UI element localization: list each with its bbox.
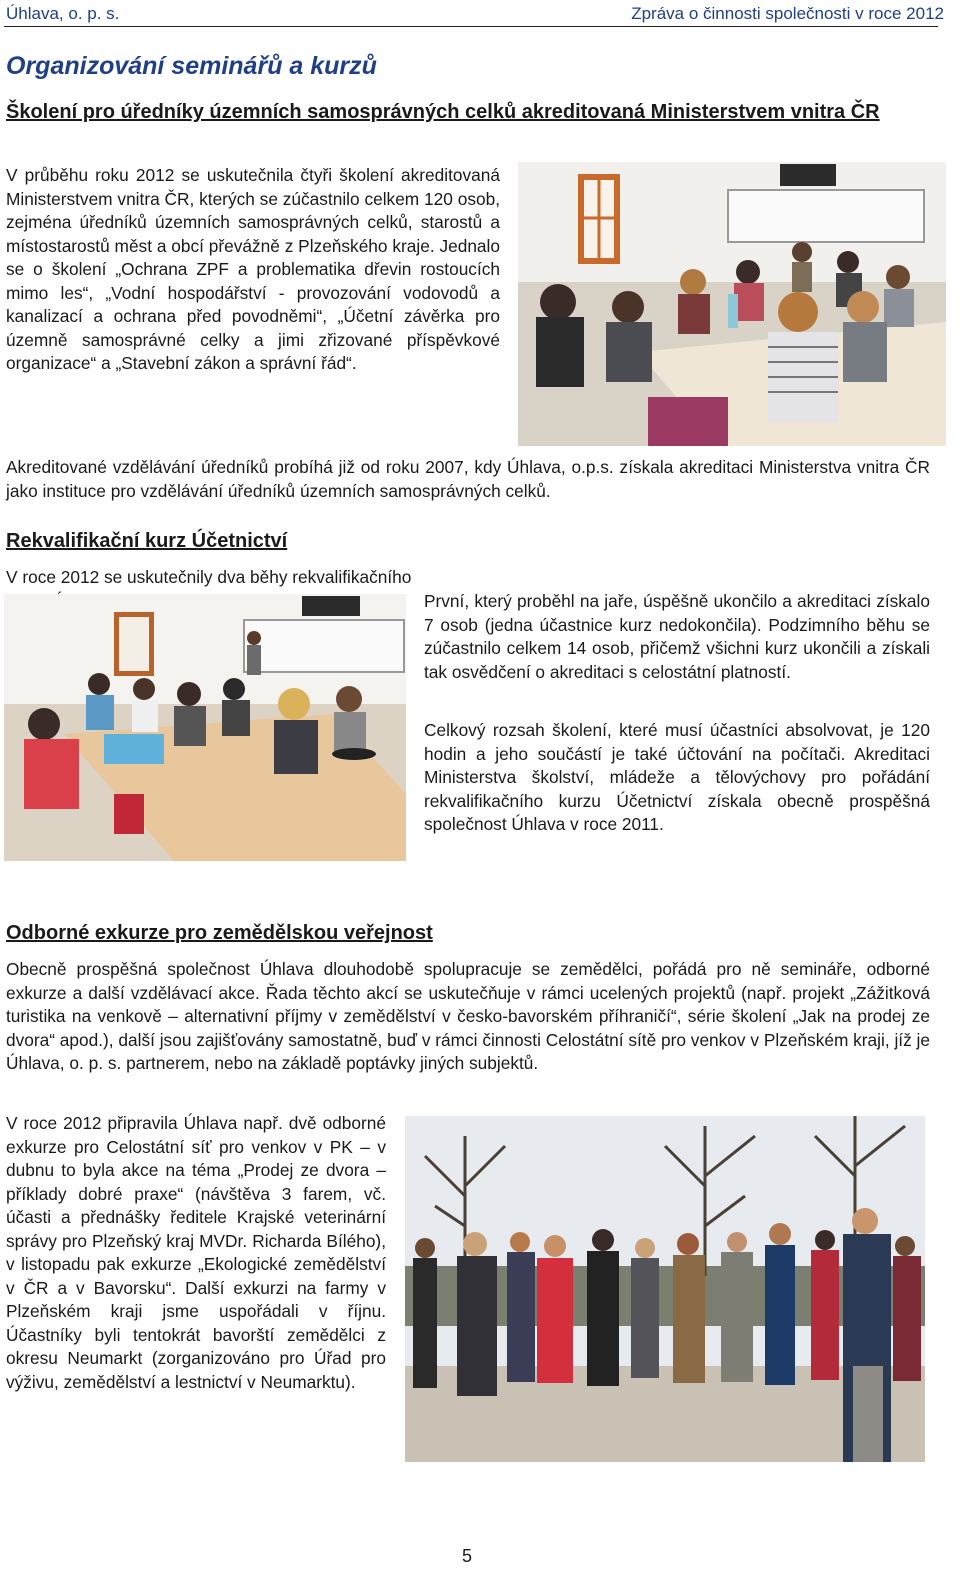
accounting-paragraph-1: První, který proběhl na jaře, úspěšně ukončilo a akreditaci získalo 7 osob (jedna účastnice kurz nedokončila). Podzimního běhu se zúčastnilo celkem 14 osob, přičemž všichni kurz ukončili a získali tak osvědčení o akreditaci s celostátní platností. bbox=[424, 591, 930, 682]
training-body: V průběhu roku 2012 se uskutečnila čtyři školení akreditovaná Ministerstvem vnitra ČR, kterých se zúčastnilo celkem 120 osob, zejména úředníků územních samosprávných celků, starostů a místostarostů měst a obcí převážně z Plzeňského kraje. Jednalo se o školení „Ochrana ZPF a problematika dřevin rostoucích mimo les“, „Vodní hospodářství - provozování vodovodů a kanalizací a ochrana před povodněmi“, „Účetní závěrka pro územně samosprávné celky a jimi zřizované příspěvkové organizace“ a „Stavební zákon a správní řád“. bbox=[6, 165, 500, 373]
page-number: 5 bbox=[461, 1546, 472, 1566]
header-divider bbox=[4, 26, 938, 27]
accounting-paragraph-2: Celkový rozsah školení, které musí účastníci absolvovat, je 120 hodin a jeho součástí je také účtování na počítači. Akreditaci Ministerstva školství, mládeže a tělovýchovy pro pořádání rekvalifikačního kurzu Účetnictví získala obecně prospěšná společnost Úhlava v roce 2011. bbox=[424, 720, 930, 834]
accounting-heading: Rekvalifikační kurz Účetnictví bbox=[6, 530, 288, 552]
excursions-paragraph-2: V roce 2012 připravila Úhlava např. dvě odborné exkurze pro Celostátní síť pro venkov v PK – v dubnu to byla akce na téma „Prodej ze dvora – příklady dobré praxe“ (návštěva 3 farem, vč. účasti a přednášky ředitele Krajské veterinární správy pro Plzeňský kraj MVDr. Richarda Bílého), v listopadu pak exkurze „Ekologické zemědělství v ČR a v Bavorsku“. Další exkurzi na farmy v Plzeňském kraji jsme uspořádali v říjnu. Účastníky byli tentokrát bavorští zemědělci z okresu Neumarkt (zorganizováno pro Úřad pro výživu, zemědělství a lestnictví v Neumarktu). bbox=[6, 1113, 386, 1392]
excursion-photo bbox=[405, 1116, 925, 1462]
training-heading: Školení pro úředníky územních samosprávných celků akreditovaná Ministerstvem vnitra ČR bbox=[6, 101, 880, 123]
section-title: Organizování seminářů a kurzů bbox=[6, 52, 377, 80]
training-note: Akreditované vzdělávání úředníků probíhá již od roku 2007, kdy Úhlava, o.p.s. získala akreditaci Ministerstva vnitra ČR jako instituce pro vzdělávání úředníků územních samosprávných celků. bbox=[6, 457, 930, 501]
excursions-paragraph-1: Obecně prospěšná společnost Úhlava dlouhodobě spolupracuje se zemědělci, pořádá pro ně semináře, odborné exkurze a další vzdělávací akce. Řada těchto akcí se uskutečňuje v rámci ucelených projektů (např. projekt „Zážitková turistika na venkově – alternativní příjmy v zemědělství v česko-bavorském příhraničí“, série školení „Jak na prodej ze dvora“ apod.), další jsou zajišťovány samostatně, buď v rámci činnosti Celostátní sítě pro venkov v Plzeňském kraji, jíž je Úhlava, o. p. s. partnerem, nebo na základě poptávky jiných subjektů. bbox=[6, 959, 930, 1073]
accounting-intro: V roce 2012 se uskutečnily dva běhy rekvalifikačního bbox=[6, 567, 412, 587]
header-report-title: Zpráva o činnosti společnosti v roce 2012 bbox=[631, 4, 944, 23]
excursions-heading: Odborné exkurze pro zemědělskou veřejnost bbox=[6, 922, 433, 944]
header-organization: Úhlava, o. p. s. bbox=[6, 4, 120, 23]
seminar-photo bbox=[518, 162, 946, 446]
classroom-photo bbox=[4, 594, 406, 861]
